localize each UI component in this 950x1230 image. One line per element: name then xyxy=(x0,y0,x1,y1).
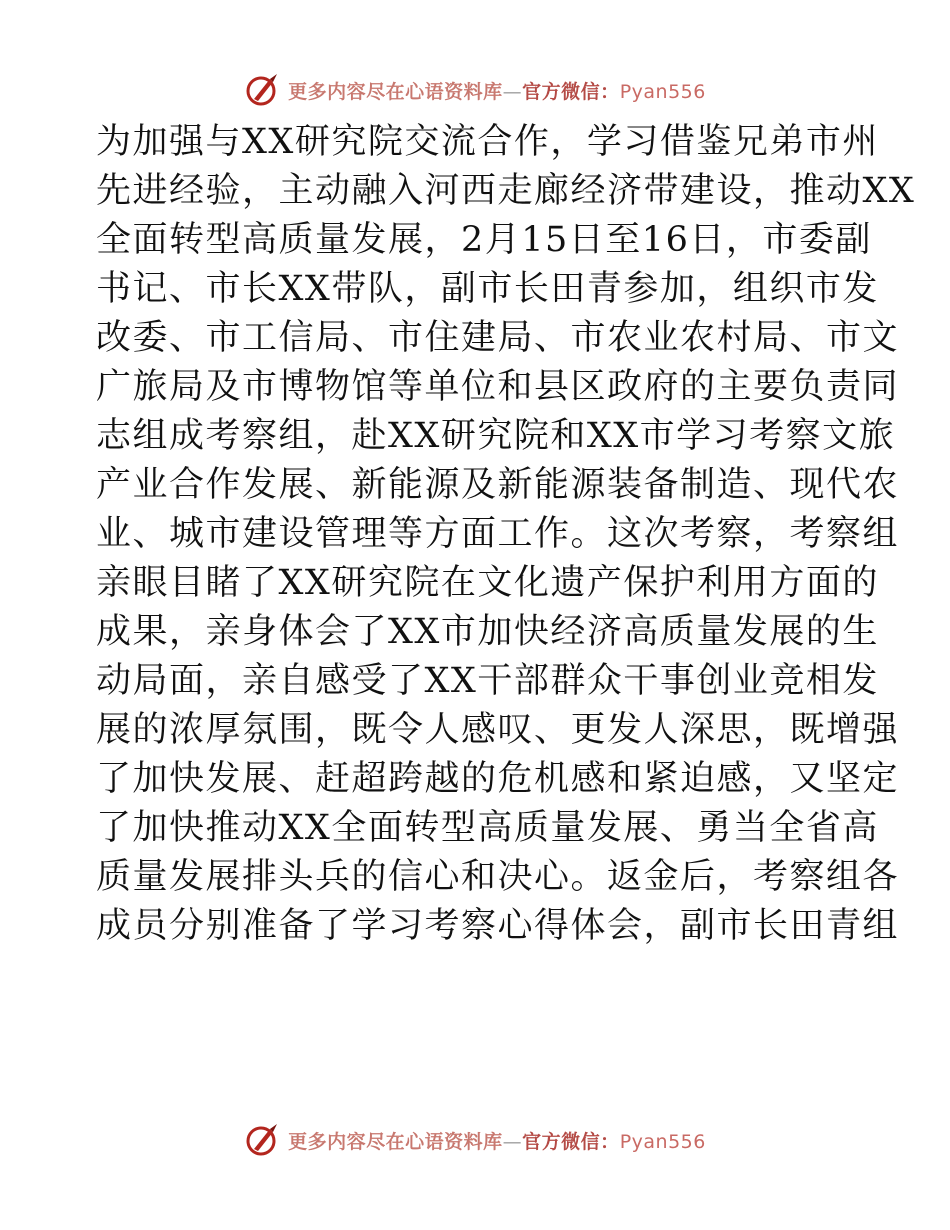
body-line: 了加快推动XX全面转型高质量发展、勇当全省高 xyxy=(96,808,879,848)
body-line: 志组成考察组，赴XX研究院和XX市学习考察文旅 xyxy=(96,416,896,456)
body-line: 质量发展排头兵的信心和决心。返金后，考察组各 xyxy=(96,857,900,897)
banner-text xyxy=(288,77,706,104)
body-line: 先进经验，主动融入河西走廊经济带建设，推动XX xyxy=(96,171,916,211)
quill-pen-logo-icon xyxy=(244,72,280,108)
banner-separator: — xyxy=(502,80,523,103)
body-line: 业、城市建设管理等方面工作。这次考察，考察组 xyxy=(96,514,900,554)
body-line: 动局面，亲自感受了XX干部群众干事创业竞相发 xyxy=(96,661,879,701)
body-line: 亲眼目睹了XX研究院在文化遗产保护利用方面的 xyxy=(96,563,879,603)
header-banner xyxy=(0,70,950,110)
body-line: 了加快发展、赶超跨越的危机感和紧迫感，又坚定 xyxy=(96,759,900,799)
body-line: 成果，亲身体会了XX市加快经济高质量发展的生 xyxy=(96,612,879,652)
body-line: 产业合作发展、新能源及新能源装备制造、现代农 xyxy=(96,465,900,505)
quill-pen-logo-icon xyxy=(244,1122,280,1158)
body-line: 为加强与XX研究院交流合作，学习借鉴兄弟市州 xyxy=(96,122,879,162)
document-body xyxy=(96,118,916,951)
body-line: 全面转型高质量发展，2月15日至16日，市委副 xyxy=(96,220,872,260)
banner-wechat-label: 官方微信： xyxy=(522,1130,620,1153)
body-line: 展的浓厚氛围，既令人感叹、更发人深思，既增强 xyxy=(96,710,900,750)
body-line: 广旅局及市博物馆等单位和县区政府的主要负责同 xyxy=(96,367,900,407)
banner-slogan: 更多内容尽在心语资料库 xyxy=(288,80,503,103)
body-line: 改委、市工信局、市住建局、市农业农村局、市文 xyxy=(96,318,900,358)
body-line: 书记、市长XX带队，副市长田青参加，组织市发 xyxy=(96,269,879,309)
body-line: 成员分别准备了学习考察心得体会，副市长田青组 xyxy=(96,906,900,946)
banner-separator: — xyxy=(502,1130,523,1153)
banner-wechat-id: Pyan556 xyxy=(619,80,706,103)
banner-text xyxy=(288,1127,706,1154)
banner-wechat-label: 官方微信： xyxy=(522,80,620,103)
banner-wechat-id: Pyan556 xyxy=(619,1130,706,1153)
footer-banner xyxy=(0,1120,950,1160)
banner-slogan: 更多内容尽在心语资料库 xyxy=(288,1130,503,1153)
